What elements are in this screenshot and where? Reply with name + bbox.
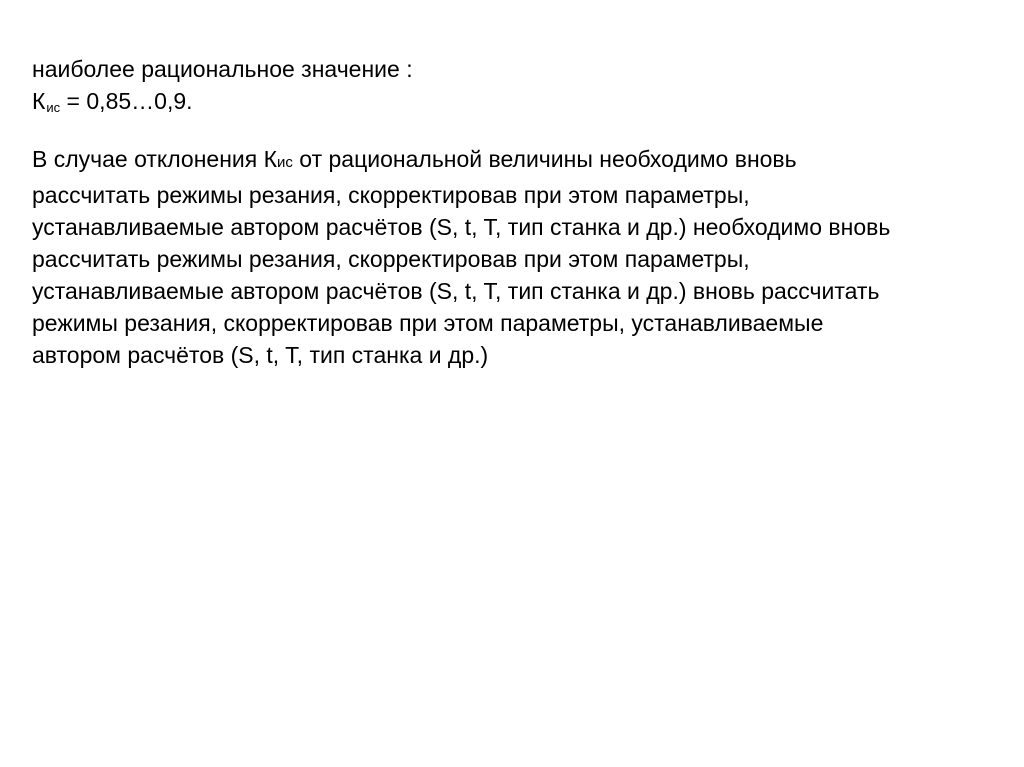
slide-text	[32, 53, 1007, 371]
paragraph-line-3: устанавливаемые автором расчётов (S, t, T, тип станка и др.) необходимо вновь	[32, 214, 891, 240]
paragraph-line-1-end: от рациональной величины необходимо вновь	[292, 146, 797, 172]
paragraph-line-1	[32, 143, 1007, 179]
paragraph-line-1-start: В случае отклонения К	[32, 146, 278, 172]
paragraph-line-7: автором расчётов (S, t, T, тип станка и др.)	[32, 342, 489, 368]
paragraph-line-2: рассчитать режимы резания, скорректировав при этом параметры,	[32, 182, 750, 208]
coefficient-value: = 0,85…0,9.	[60, 88, 193, 114]
paragraph-line-4: рассчитать режимы резания, скорректировав при этом параметры,	[32, 246, 750, 272]
coefficient-symbol: К	[32, 88, 46, 114]
coefficient-formula	[32, 85, 1007, 117]
paragraph-line-6: режимы резания, скорректировав при этом параметры, устанавливаемые	[32, 310, 824, 336]
paragraph-line-5: устанавливаемые автором расчётов (S, t, T, тип станка и др.) вновь рассчитать	[32, 278, 880, 304]
coefficient-subscript: ис	[46, 100, 61, 115]
paragraph-line-1-subscript: ис	[277, 154, 293, 171]
paragraph-spacer	[32, 117, 1007, 143]
intro-line: наиболее рациональное значение :	[32, 56, 413, 82]
deviation-paragraph	[32, 143, 1007, 371]
